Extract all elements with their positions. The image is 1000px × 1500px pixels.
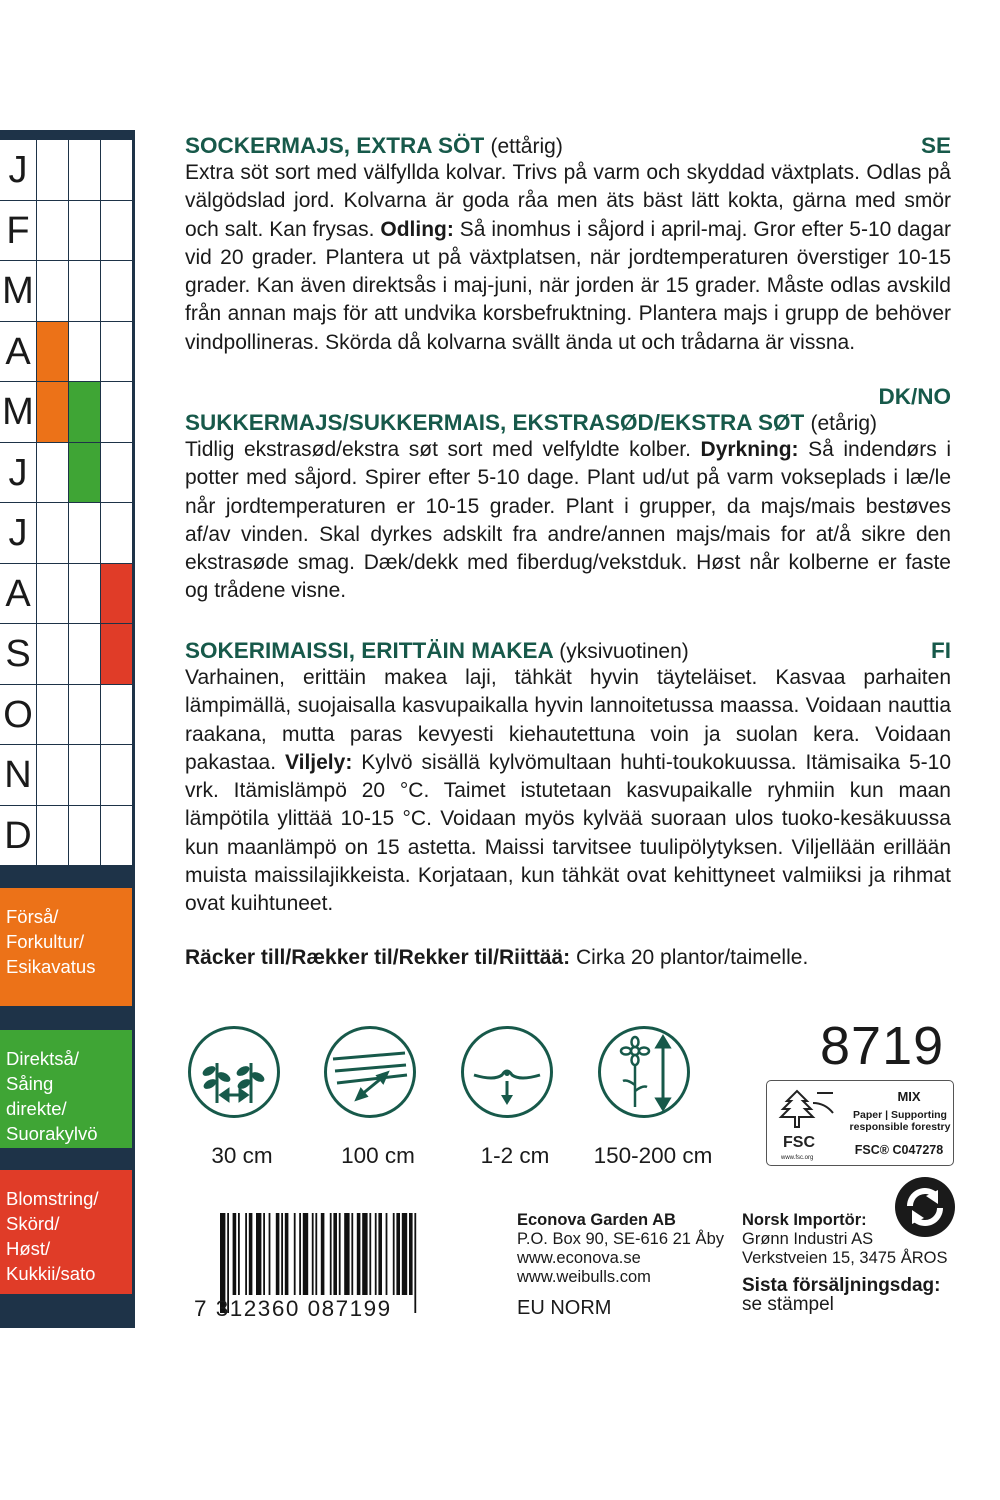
barcode-bar [263,1213,265,1295]
body-text: Tidlig ekstrasød/ekstra søt sort med velfyldte kolber. [185,438,701,461]
plant-spacing-icon [188,1026,280,1118]
barcode-bar [285,1213,289,1295]
calendar-month-label: M [2,391,34,433]
calendar-month-row [0,564,132,625]
section-subtitle: (etårig) [810,412,878,435]
calendar-cell [36,443,68,503]
calendar-cell [36,745,68,805]
legend-text: direkte/ [6,1098,67,1119]
calendar-cell [68,685,100,745]
calendar-month-row [0,806,132,867]
calendar-cell [100,140,132,200]
legend-text: Direktså/ [6,1048,79,1069]
body-bold: Odling: [380,217,454,241]
calendar-cell [36,322,68,382]
legend-text: Skörd/ [6,1213,60,1234]
calendar-cell [36,564,68,624]
fsc-line: responsible forestry [849,1121,951,1133]
calendar-cell [68,140,100,200]
legend-text: Förså/ [6,906,59,927]
calendar-month-label: J [8,451,28,494]
barcode-bar [276,1213,280,1295]
sowing-depth-icon [461,1026,553,1118]
section-dk-no [185,384,951,606]
section-title: SUKKERMAJS/SUKKERMAIS, EKSTRASØD/EKSTRA SØT [185,410,805,435]
seedlings-spacing-icon [191,1029,277,1115]
barcode-bar [238,1213,240,1295]
company-address [517,1211,724,1318]
fsc-label [766,1080,954,1166]
calendar-cell [36,806,68,866]
barcode-bar [402,1213,407,1295]
barcode-bar [362,1213,367,1295]
barcode-bar [378,1213,382,1295]
body-text: Så inomhus i såjord i april-maj. Gror efter 5-10 dagar vid 20 grader. Plantera ut på växtplatsen, när jordtemperaturen överstiger 10-15 grader. Kan även direktsås i maj-juni, när jorden är 15 grader. Måste odlas avskild från annan majs för att undvika korsbefruktning. Plantera majs i grupp de behöver vindpollineras. Skörda då kolvarna svällt ända ut och trådarna är vissna. [185,217,951,354]
legend-presow [0,888,132,1006]
barcode-bar [369,1213,371,1295]
calendar-month-label: D [4,814,32,857]
calendar-cell [100,382,132,442]
company-postal: P.O. Box 90, SE-616 21 Åby [517,1230,724,1248]
calendar-cell [100,564,132,624]
plant-spacing-label: 30 cm [211,1143,273,1168]
calendar-cell [100,322,132,382]
yield-text [185,944,951,972]
calendar-month-label: S [5,633,31,675]
calendar-month-row [0,624,132,685]
calendar-month-row [0,261,132,322]
calendar-month-label: A [5,330,31,373]
calendar-cell [36,685,68,745]
calendar-cell [68,443,100,503]
company-name: Econova Garden AB [517,1211,676,1229]
calendar-cell [68,261,100,321]
calendar-cell [68,564,100,624]
calendar-month-row [0,382,132,443]
calendar-month-label: M [2,270,34,312]
barcode-bar [294,1213,296,1295]
plant-height-label: 150-200 cm [593,1143,713,1168]
body-text: Extra söt sort med välfyllda kolvar. Trivs på varm och skyddad växtplats. Odlas på välgödslad jord. Kolvarna är goda råa men äts bäst lätt kokta, gärna med smör och salt. Kan frysas. [185,161,951,241]
calendar-month-row [0,745,132,806]
section-body [185,664,951,919]
section-fi [185,638,951,919]
last-sale-date-title: Sista försäljningsdag: [742,1275,941,1296]
fsc-description [847,1109,953,1133]
fsc-line: Paper | Supporting [853,1109,947,1121]
legend-text: Blomstring/ [6,1188,99,1209]
barcode-bar [357,1213,361,1295]
company-website: www.econova.se [517,1249,641,1267]
sowing-depth-label: 1-2 cm [480,1143,550,1168]
calendar-cell [100,261,132,321]
calendar-cell [68,382,100,442]
section-heading [185,638,951,664]
language-code: DK/NO [878,384,951,409]
calendar-month-label: F [6,209,30,252]
calendar-month-row [0,140,132,201]
barcode-bar [339,1213,341,1295]
body-text: Så indendørs i potter med såjord. Spirer efter 5-10 dage. Plant ud/ut på varm vokseplads i læ/le når jordtemperaturen er 10-15 grader. Plant i grupper, da majs/mais bestøves af/av vinden. Skal dyrkes adskilt fra andre/annen majs/mais for at/å sikre den ekstrasøde smag. Dæk/dekk med fiberdug/vekstduk. Høst når kolberne er faste og trådene visne. [185,438,951,603]
fsc-website: www.fsc.org [781,1155,814,1161]
section-body [185,159,951,357]
seed-depth-icon [464,1029,550,1115]
section-title: SOCKERMAJS, EXTRA SÖT [185,133,485,158]
barcode-digits: 7 312360 087199 [194,1296,392,1321]
legend-text: Kukkii/sato [6,1263,96,1284]
legend-text: Såing [6,1073,54,1094]
section-subtitle: (yksivuotinen) [559,640,689,663]
calendar-cell [36,201,68,261]
importer-name: Grønn Industri AS [742,1230,874,1248]
legend-text: Høst/ [6,1238,51,1259]
calendar-cell [100,745,132,805]
calendar-cell [36,261,68,321]
body-text: Varhainen, erittäin makea laji, tähkät hyvin täyteläiset. Kasvaa parhaiten lämpimällä, suojaisalla kasvupaikalla hyvin lannoitetussa maassa. Voidaan nauttia raakana, mutta paras kevyesti kiehautettuna voin ja suolan kera. Voidaan pakastaa. [185,666,951,774]
calendar-month-label: N [4,754,32,796]
barcode-bar [233,1213,237,1295]
calendar-cell [100,503,132,563]
language-code-row [185,384,951,410]
calendar-cell [68,503,100,563]
section-se [185,133,951,357]
barcode-bar [315,1213,317,1295]
eu-norm: EU NORM [517,1297,612,1319]
calendar-month-row [0,443,132,504]
calendar-month-label: O [3,693,33,736]
legend-text: Esikavatus [6,956,96,977]
barcode-bar [386,1213,388,1295]
calendar-cell [100,201,132,261]
calendar-cell [100,443,132,503]
calendar-cell [68,745,100,805]
section-heading [185,410,951,436]
legend-text: Suorakylvö [6,1123,98,1144]
calendar-cell [36,503,68,563]
barcode-bar [375,1213,377,1295]
barcode-bar [330,1213,332,1295]
calendar-month-row [0,322,132,383]
calendar-cell [68,806,100,866]
article-number: 8719 [820,1016,945,1076]
calendar-month-label: J [8,512,28,554]
calendar-month-row [0,503,132,564]
yield-label: Räcker till/Rækker til/Rekker til/Riittää: [185,946,571,969]
last-sale-date-text: se stämpel [742,1294,834,1315]
barcode-bar [393,1213,395,1295]
fsc-code: FSC® C047278 [854,1143,944,1157]
calendar-month-row [0,685,132,746]
company-website: www.weibulls.com [517,1268,651,1286]
barcode-bar [303,1213,308,1295]
barcode-bar [396,1213,400,1295]
plant-height-icon [598,1026,690,1118]
calendar-cell [36,624,68,684]
fsc-logo-text: FSC [783,1134,815,1151]
barcode-bar [351,1213,353,1295]
calendar-cell [36,140,68,200]
body-text: Kylvö sisällä kylvömultaan huhti-toukokuussa. Itämisaika 5-10 vrk. Itämislämpö 20 °C. Taimet istutetaan kasvupaikalle ryhmiin kun maan lämpötila ylittää 10-15 °C. Voidaan myös kylvää suoraan ulos tuoko-kesäkuussa kun maanlämpö on 15 astetta. Maissi tarvitsee tuulipölytyksen. Viljellään erillään muista maissilajikkeista. Korjataan, kun tähkät ovat kehittyneet valmiiksi ja rihmat ovat kuihtuneet. [185,750,951,916]
section-subtitle: (ettårig) [490,135,563,158]
calendar-cell [68,201,100,261]
language-code: FI [931,638,951,663]
barcode-bar [256,1213,261,1295]
legend-text: Forkultur/ [6,931,85,952]
fsc-mix: MIX [897,1089,921,1104]
section-heading [185,133,951,159]
calendar-grid [0,140,132,866]
barcode-bar [249,1213,253,1295]
row-spacing-label: 100 cm [341,1143,415,1168]
calendar-cell [36,382,68,442]
row-spacing-icon [324,1026,416,1118]
barcode-bar [299,1213,301,1295]
calendar-cell [100,624,132,684]
calendar-month-label: J [8,149,28,191]
rows-arrow-icon [327,1029,413,1115]
legend-direct-sow [0,1030,132,1148]
calendar-month-row [0,201,132,262]
calendar-cell [68,624,100,684]
calendar-month-label: A [5,572,31,615]
barcode-bar [321,1213,325,1295]
section-title: SOKERIMAISSI, ERITTÄIN MAKEA [185,638,553,663]
legend-harvest [0,1170,132,1294]
barcode-bar [344,1213,349,1295]
barcode-bar [245,1213,247,1295]
calendar-cell [100,685,132,745]
barcode-bar [333,1213,337,1295]
barcode-bar [312,1213,314,1295]
flower-height-icon [601,1029,687,1115]
calendar-cell [100,806,132,866]
importer-address [742,1211,947,1314]
fsc-tree-icon [773,1083,847,1163]
importer-title: Norsk Importör: [742,1211,867,1229]
yield-line [185,944,951,972]
body-bold: Viljely: [285,750,353,774]
body-bold: Dyrkning: [700,438,799,461]
calendar-cell [68,322,100,382]
barcode-bar [409,1213,413,1295]
language-code: SE [920,133,951,158]
importer-street: Verkstveien 15, 3475 ÅROS [742,1249,948,1267]
sowing-calendar [0,130,135,1328]
yield-value: Cirka 20 plantor/taimelle. [570,946,809,969]
barcode-bar [269,1213,271,1295]
section-body [185,436,951,606]
barcode-bar [281,1213,283,1295]
